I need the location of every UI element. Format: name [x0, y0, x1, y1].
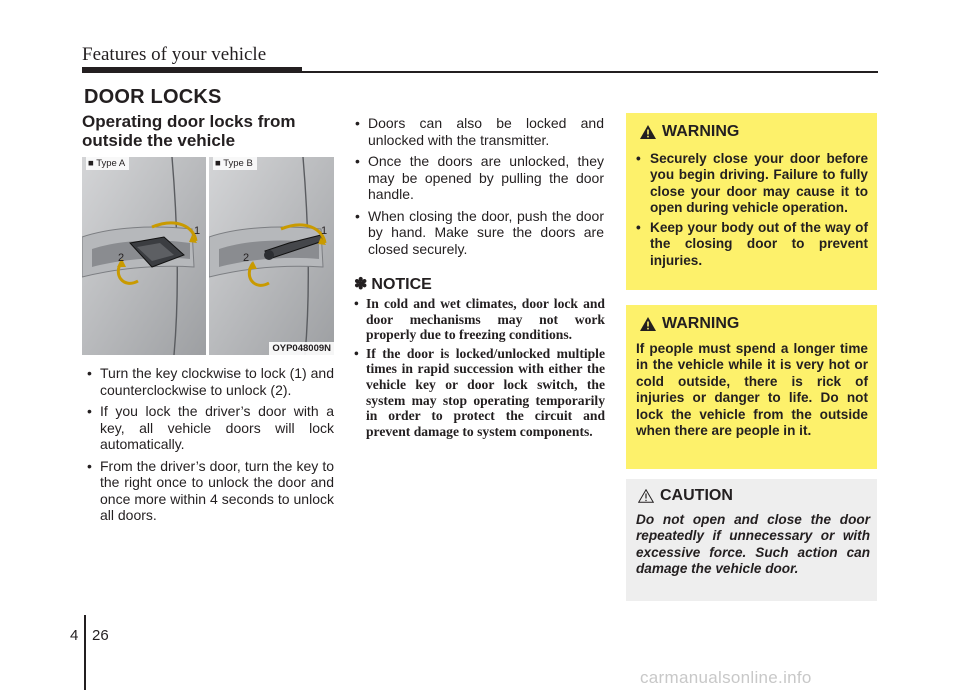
notice-title-text: NOTICE: [371, 276, 432, 293]
list-item: • Once the doors are unlocked, they may be opened by pulling the door handle.: [352, 153, 604, 203]
caution-title: CAUTION: [660, 487, 733, 504]
type-a-label: ■ Type A: [86, 157, 129, 170]
list-item: • In cold and wet climates, door lock and door mechanisms may not work properly due to freezing conditions.: [354, 296, 605, 343]
list-item: • Securely close your door before you begin driving. Failure to fully close your door may cause it to open during vehicle operation.: [636, 151, 868, 216]
header-rule-thick: [82, 67, 302, 73]
list-item: • If you lock the driver’s door with a key, all vehicle doors will lock automatically.: [84, 403, 334, 453]
chapter-number: 4: [70, 627, 79, 644]
watermark: carmanualsonline.info: [640, 668, 812, 687]
column1-bullet-list: [84, 365, 334, 529]
warning-header: [640, 123, 739, 141]
section-title: DOOR LOCKS: [84, 86, 222, 108]
caution-body: Do not open and close the door repeatedly if unnecessary or with excessive force. Such action can damage the vehicle door.: [636, 512, 870, 577]
notice-title: [354, 274, 432, 294]
header-rule-thin: [302, 71, 878, 73]
figure-panel-type-b: [209, 157, 334, 355]
list-item: • Doors can also be locked and unlocked with the transmitter.: [352, 115, 604, 148]
callout-2-type-b: 2: [243, 252, 250, 264]
warning-header: [640, 315, 739, 333]
door-handle-key-illustration-b: [209, 157, 334, 355]
footer-rule: [84, 615, 86, 690]
warning-triangle-icon: [640, 317, 656, 331]
column2-bullet-list: [352, 115, 604, 262]
sub-title-line2: outside the vehicle: [82, 131, 236, 150]
notice-star-icon: ✽: [354, 276, 368, 293]
notice-list: [354, 296, 605, 442]
list-item: • When closing the door, push the door by hand. Make sure the doors are closed securely.: [352, 208, 604, 258]
callout-1-type-b: 1: [321, 225, 328, 237]
figure-panel-type-a: [82, 157, 206, 355]
warning-list: [636, 151, 868, 273]
caution-header: [638, 487, 733, 505]
list-item: • Turn the key clockwise to lock (1) and counterclockwise to unlock (2).: [84, 365, 334, 398]
warning-title: WARNING: [662, 123, 740, 140]
warning-box-2: [626, 305, 877, 469]
door-handle-key-illustration-a: [82, 157, 206, 355]
warning-title: WARNING: [662, 315, 740, 332]
caution-triangle-icon: [638, 489, 654, 503]
callout-2-type-a: 2: [118, 252, 125, 264]
warning-triangle-icon: [640, 125, 656, 139]
list-item: • From the driver’s door, turn the key to the right once to unlock the door and once more within 4 seconds to unlock all doors.: [84, 458, 334, 524]
warning-body: If people must spend a longer time in the vehicle while it is very hot or cold outside, there is rick of injuries or danger to life. Do not lock the vehicle from the outside when there are people in it.: [636, 341, 868, 439]
caution-box: [626, 479, 877, 601]
figure-code: OYP048009N: [269, 342, 334, 355]
header-title: Features of your vehicle: [82, 44, 267, 65]
callout-1-type-a: 1: [194, 225, 201, 237]
page-number: 26: [92, 627, 109, 644]
sub-title: [82, 112, 342, 150]
list-item: • If the door is locked/unlocked multiple times in rapid succession with either the vehicle key or door lock switch, the system may stop operating temporarily in order to protect the circuit and prevent damage to system components.: [354, 346, 605, 440]
type-b-label: ■ Type B: [213, 157, 257, 170]
warning-box-1: [626, 113, 877, 290]
door-key-figure: [82, 157, 334, 355]
sub-title-line1: Operating door locks from: [82, 112, 296, 131]
list-item: • Keep your body out of the way of the closing door to prevent injuries.: [636, 220, 868, 269]
